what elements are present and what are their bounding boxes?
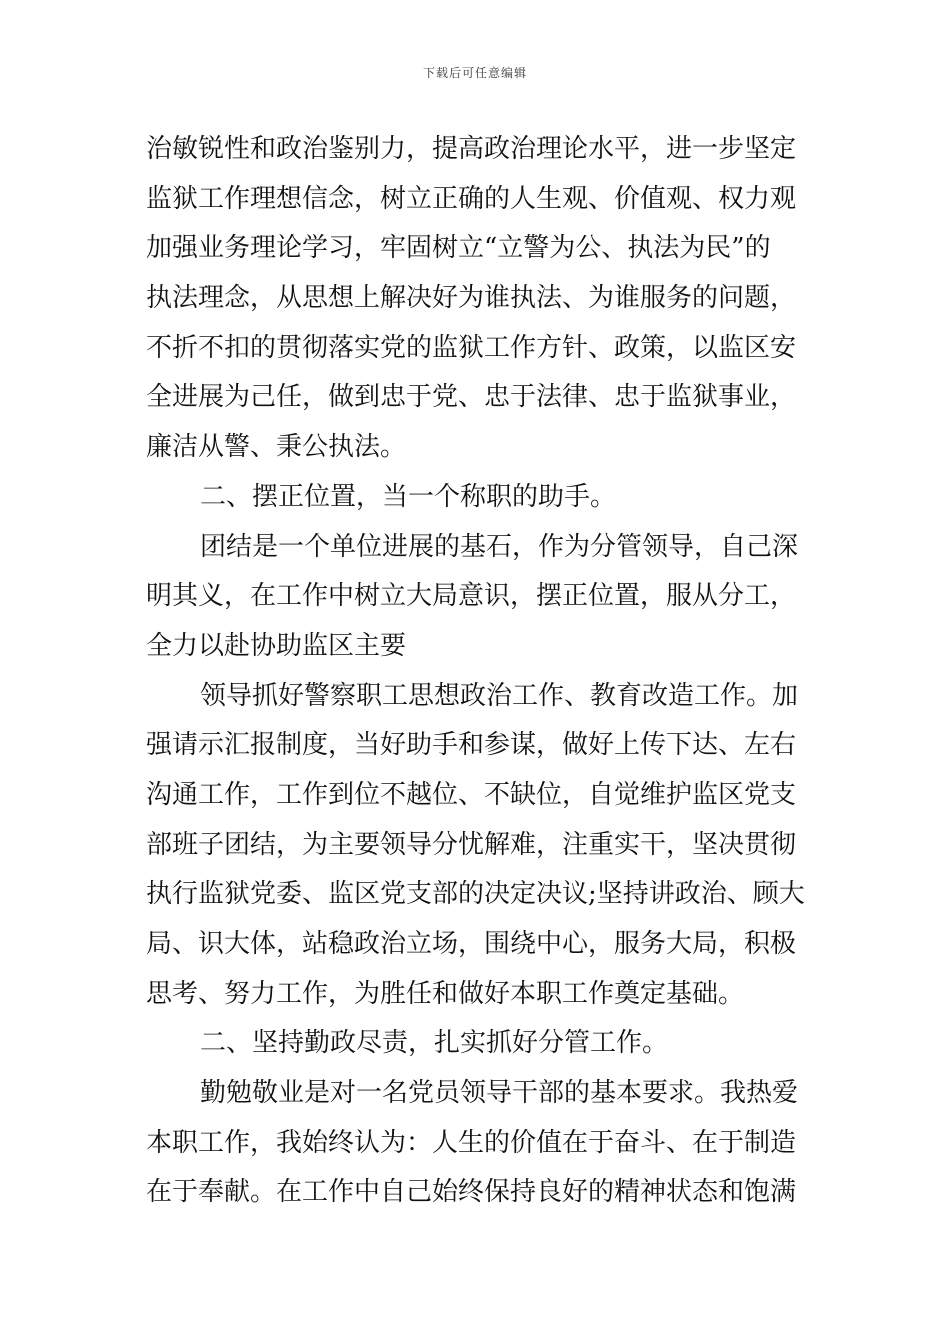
paragraph-first-line: 勤勉敬业是对一名党员领导干部的基本要求。我热爱 [200, 1078, 799, 1109]
header-note: 下载后可任意编辑 [422, 66, 527, 80]
text-line: 全力以赴协助监区主要 [146, 630, 407, 661]
paragraph-first-line: 领导抓好警察职工思想政治工作、教育改造工作。加 [200, 680, 799, 711]
text-line: 沟通工作，工作到位不越位、不缺位，自觉维护监区党支 [146, 779, 797, 810]
text-line: 执法理念，从思想上解决好为谁执法、为谁服务的问题， [146, 283, 797, 314]
text-line: 治敏锐性和政治鉴别力，提高政治理论水平，进一步坚定 [146, 134, 797, 164]
text-line: 强请示汇报制度，当好助手和参谋，做好上传下达、左右 [146, 730, 797, 761]
text-line: 明其义，在工作中树立大局意识，摆正位置，服从分工， [146, 581, 797, 612]
section-heading: 二、摆正位置，当一个称职的助手。 [200, 481, 617, 512]
text-line: 廉洁从警、秉公执法。 [146, 432, 407, 463]
text-line: 不折不扣的贯彻落实党的监狱工作方针、政策，以监区安 [146, 332, 797, 363]
paragraph-first-line: 团结是一个单位进展的基石，作为分管领导，自己深 [200, 531, 799, 562]
document-body [146, 125, 808, 1218]
text-line: 在于奉献。在工作中自己始终保持良好的精神状态和饱满 [146, 1177, 797, 1208]
text-line: 执行监狱党委、监区党支部的决定决议;坚持讲政治、顾大 [146, 879, 805, 910]
text-line: 部班子团结，为主要领导分忧解难，注重实干，坚决贯彻 [146, 829, 797, 860]
text-line: 加强业务理论学习，牢固树立“立警为公、执法为民”的 [146, 233, 771, 264]
text-line: 思考、努力工作，为胜任和做好本职工作奠定基础。 [146, 978, 745, 1009]
text-line: 本职工作，我始终认为：人生的价值在于奋斗、在于制造 [146, 1127, 797, 1158]
text-line: 局、识大体，站稳政治立场，围绕中心，服务大局，积极 [146, 929, 797, 959]
text-line: 监狱工作理想信念，树立正确的人生观、价值观、权力观 [146, 183, 797, 214]
text-line: 全进展为己任，做到忠于党、忠于法律、忠于监狱事业， [146, 382, 797, 413]
section-heading: 二、坚持勤政尽责，扎实抓好分管工作。 [200, 1028, 669, 1059]
